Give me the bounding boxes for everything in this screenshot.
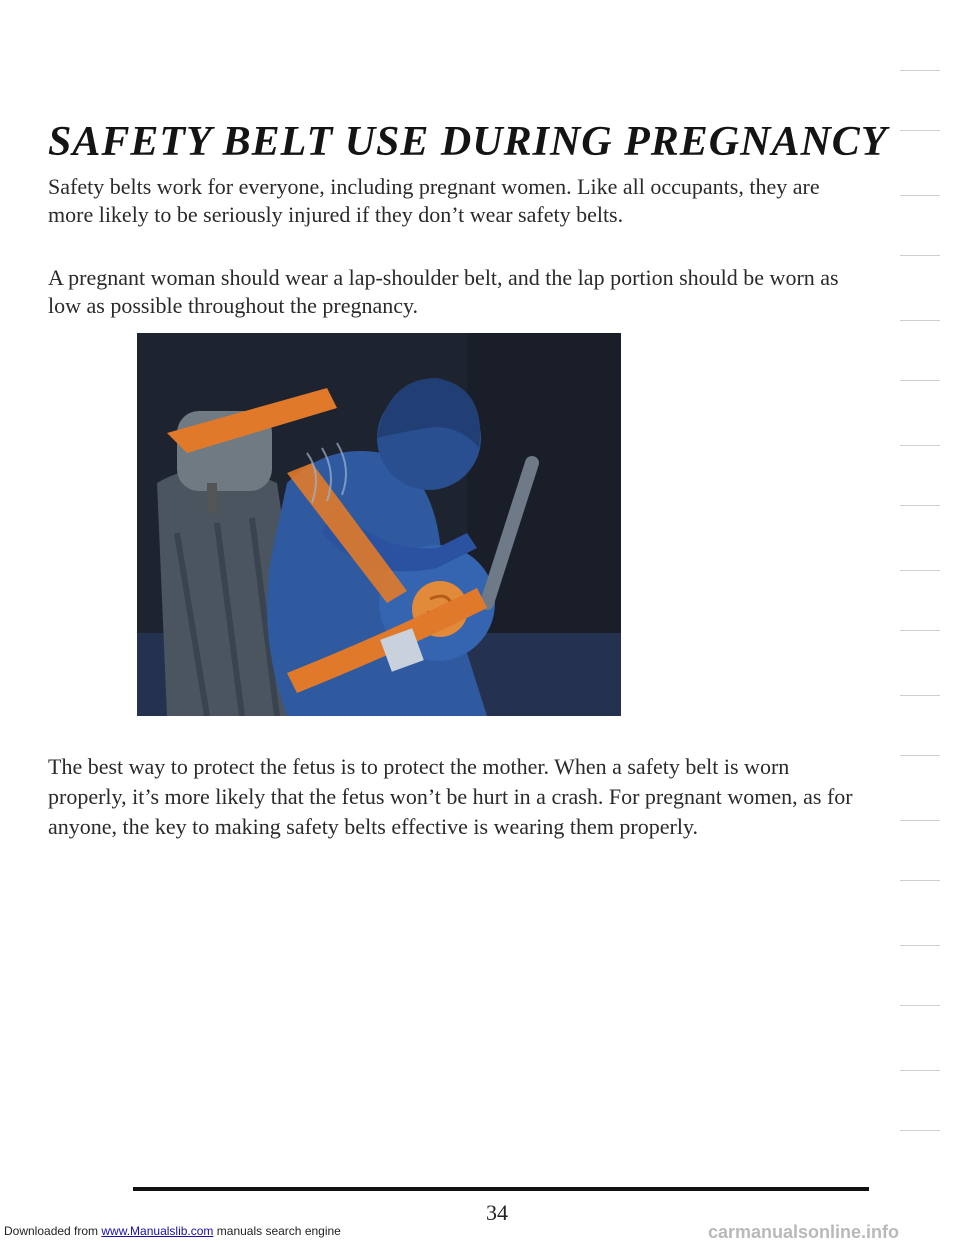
- credit-suffix: manuals search engine: [213, 1224, 341, 1238]
- watermark: carmanualsonline.info: [708, 1222, 900, 1242]
- page-number: 34: [486, 1200, 508, 1225]
- protection-paragraph: The best way to protect the fetus is to protect the mother. When a safety belt is worn properly, it’s more likely that the fetus won’t be hurt in a crash. For pregnant women, as for anyone, the key to making safety belts effective is wearing them properly.: [48, 754, 853, 839]
- intro-paragraph: Safety belts work for everyone, including pregnant women. Like all occupants, they are more likely to be seriously injured if they don’t wear safety belts.: [48, 174, 820, 227]
- page-edge-tab-marks: [900, 70, 940, 1170]
- credit-prefix: Downloaded from: [4, 1224, 102, 1238]
- lap-belt-paragraph: A pregnant woman should wear a lap-shoulder belt, and the lap portion should be worn as low as possible throughout the pregnancy.: [48, 265, 839, 318]
- footer-rule: [133, 1187, 869, 1191]
- page-title: SAFETY BELT USE DURING PREGNANCY: [48, 119, 888, 165]
- manualslib-link[interactable]: www.Manualslib.com: [101, 1224, 214, 1238]
- download-credit: [4, 1224, 341, 1238]
- pregnant-occupant-illustration: [137, 333, 621, 716]
